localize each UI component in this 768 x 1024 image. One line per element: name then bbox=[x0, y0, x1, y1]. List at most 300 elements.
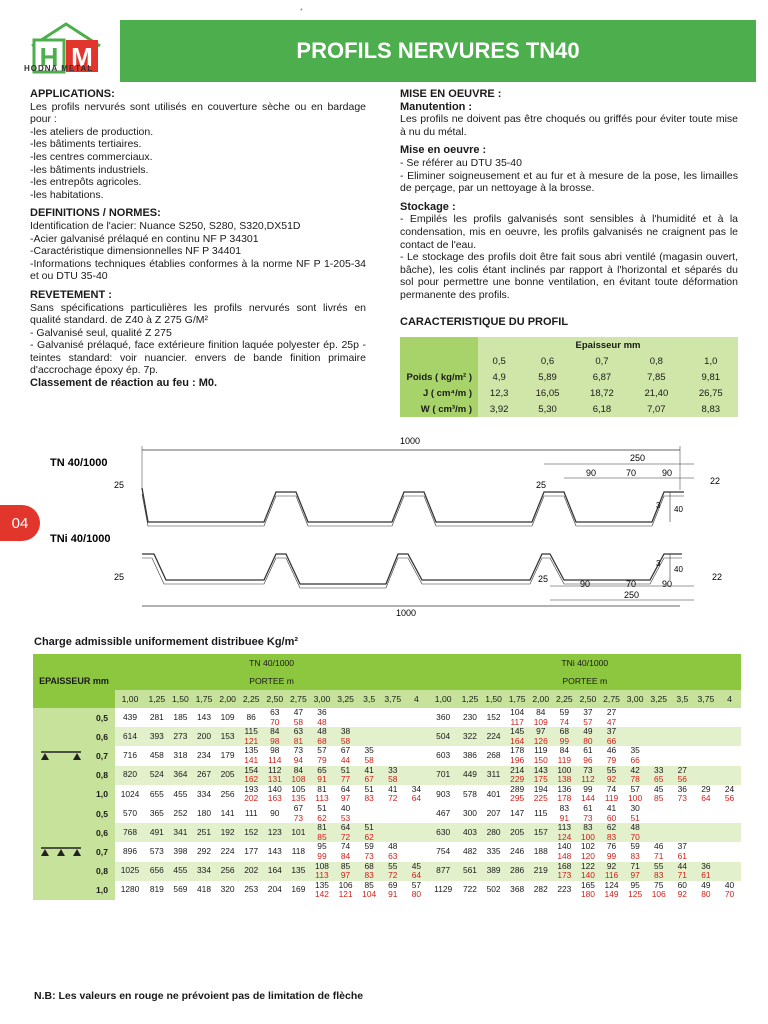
tni-span-header: PORTEE m bbox=[428, 672, 741, 690]
load-value: 51 bbox=[317, 802, 327, 813]
load-cell bbox=[647, 842, 671, 861]
span-value: 4 bbox=[405, 690, 429, 708]
load-value: 224 bbox=[220, 846, 235, 857]
load-cell bbox=[405, 766, 429, 785]
load-value-no-deflection-limit: 99 bbox=[317, 850, 327, 861]
load-value: 491 bbox=[149, 826, 164, 837]
load-cell bbox=[310, 881, 334, 900]
load-value: 202 bbox=[244, 865, 259, 876]
load-value-no-deflection-limit: 96 bbox=[583, 754, 593, 765]
load-cell bbox=[553, 862, 577, 881]
load-value: 46 bbox=[654, 841, 664, 852]
load-value: 73 bbox=[583, 764, 593, 775]
thickness-value: 0,8 bbox=[649, 355, 663, 367]
load-cell bbox=[458, 708, 482, 727]
dimension-label: 25 bbox=[538, 574, 549, 584]
load-cell bbox=[310, 804, 334, 823]
load-value: 398 bbox=[173, 846, 188, 857]
load-value: 754 bbox=[436, 846, 451, 857]
load-value: 41 bbox=[388, 783, 398, 794]
load-value-no-deflection-limit: 229 bbox=[510, 774, 525, 785]
load-value-no-deflection-limit: 94 bbox=[293, 754, 304, 765]
load-cell bbox=[718, 708, 742, 727]
load-cell bbox=[263, 862, 287, 881]
load-value-no-deflection-limit: 196 bbox=[510, 754, 525, 765]
load-value: 281 bbox=[149, 711, 164, 722]
load-value-no-deflection-limit: 85 bbox=[317, 831, 327, 842]
load-value-no-deflection-limit: 70 bbox=[724, 889, 735, 900]
load-cell bbox=[357, 823, 381, 842]
load-value-no-deflection-limit: 80 bbox=[411, 889, 422, 900]
load-value-no-deflection-limit: 108 bbox=[291, 774, 306, 785]
char-cell: 5,30 bbox=[538, 403, 557, 415]
dimension-label: 3 bbox=[656, 501, 661, 510]
load-value: 63 bbox=[270, 707, 280, 717]
load-cell bbox=[718, 766, 742, 785]
load-value-no-deflection-limit: 163 bbox=[267, 793, 282, 804]
span-value: 1,00 bbox=[428, 690, 458, 708]
span-value: 3,25 bbox=[334, 690, 358, 708]
load-value-no-deflection-limit: 73 bbox=[293, 812, 304, 823]
span-value: 3,75 bbox=[381, 690, 405, 708]
load-value-no-deflection-limit: 142 bbox=[314, 889, 329, 900]
load-value-no-deflection-limit: 68 bbox=[317, 735, 327, 746]
load-cell bbox=[115, 785, 145, 804]
load-cell bbox=[482, 842, 506, 861]
load-cell bbox=[310, 766, 334, 785]
load-value: 140 bbox=[267, 783, 282, 794]
load-cell bbox=[169, 766, 193, 785]
char-cell: 3,92 bbox=[489, 403, 509, 415]
load-value: 104 bbox=[510, 707, 525, 717]
load-cell bbox=[505, 842, 529, 861]
span-value: 2,00 bbox=[529, 690, 553, 708]
characteristics-title: CARACTERISTIQUE DU PROFIL bbox=[400, 316, 569, 328]
load-cell bbox=[239, 881, 263, 900]
load-cell bbox=[505, 766, 529, 785]
load-row bbox=[33, 785, 741, 804]
load-row bbox=[33, 766, 741, 785]
load-value-no-deflection-limit: 71 bbox=[677, 870, 687, 881]
load-value: 118 bbox=[291, 846, 306, 857]
load-value-no-deflection-limit: 58 bbox=[364, 754, 374, 765]
load-cell bbox=[192, 766, 216, 785]
manutention-title: Manutention : bbox=[400, 100, 473, 113]
tn-profile-line bbox=[142, 488, 684, 522]
load-cell bbox=[334, 708, 358, 727]
dimension-label: 25 bbox=[114, 572, 125, 582]
load-value: 51 bbox=[364, 822, 374, 833]
char-cell: 9,81 bbox=[701, 371, 721, 383]
span-value: 1,75 bbox=[505, 690, 529, 708]
load-value-no-deflection-limit: 149 bbox=[604, 889, 619, 900]
load-value: 68 bbox=[364, 860, 374, 871]
page-number: 04 bbox=[0, 505, 40, 541]
load-cell bbox=[192, 785, 216, 804]
load-cell bbox=[239, 823, 263, 842]
load-cell bbox=[169, 708, 193, 727]
load-value-no-deflection-limit: 83 bbox=[364, 870, 374, 881]
load-cell bbox=[192, 727, 216, 746]
load-value: 147 bbox=[510, 807, 525, 818]
load-cell bbox=[505, 881, 529, 900]
load-value: 200 bbox=[197, 730, 211, 741]
load-value-no-deflection-limit: 83 bbox=[606, 831, 617, 842]
load-value-no-deflection-limit: 180 bbox=[580, 889, 595, 900]
load-value: 135 bbox=[314, 879, 329, 890]
load-cell bbox=[553, 842, 577, 861]
load-value-no-deflection-limit: 56 bbox=[677, 774, 687, 785]
load-value: 246 bbox=[510, 846, 525, 857]
load-cell bbox=[671, 804, 695, 823]
load-value: 179 bbox=[220, 750, 235, 761]
load-value: 102 bbox=[580, 841, 595, 852]
load-cell bbox=[310, 727, 334, 746]
load-value-no-deflection-limit: 98 bbox=[270, 735, 280, 746]
load-value: 37 bbox=[606, 726, 617, 737]
load-cell bbox=[216, 842, 240, 861]
load-value: 115 bbox=[244, 726, 258, 737]
dimension-label: 70 bbox=[626, 579, 637, 589]
load-cell bbox=[576, 785, 600, 804]
span-value: 1,50 bbox=[169, 690, 193, 708]
load-cell bbox=[239, 785, 263, 804]
load-value: 152 bbox=[244, 826, 259, 837]
load-value: 192 bbox=[220, 826, 235, 837]
load-value: 29 bbox=[701, 783, 711, 794]
load-cell bbox=[576, 727, 600, 746]
load-value-no-deflection-limit: 144 bbox=[580, 793, 595, 804]
load-value: 71 bbox=[630, 860, 640, 871]
load-cell bbox=[553, 823, 577, 842]
load-value: 253 bbox=[244, 884, 259, 895]
load-cell bbox=[239, 842, 263, 861]
load-value-no-deflection-limit: 225 bbox=[533, 793, 548, 804]
load-cell bbox=[263, 804, 287, 823]
load-value: 61 bbox=[583, 802, 593, 813]
stockage-title: Stockage : bbox=[400, 200, 456, 213]
load-row bbox=[33, 804, 741, 823]
load-value: 105 bbox=[291, 783, 306, 794]
load-value: 256 bbox=[220, 788, 235, 799]
tn-span-header: PORTEE m bbox=[115, 672, 428, 690]
load-cell bbox=[553, 785, 577, 804]
load-value: 46 bbox=[606, 745, 617, 756]
span-value: 4 bbox=[718, 690, 742, 708]
load-value-no-deflection-limit: 62 bbox=[364, 831, 374, 842]
thickness-label: 0,5 bbox=[89, 804, 115, 823]
char-cell: 7,07 bbox=[647, 403, 666, 415]
tn-label: TN 40/1000 bbox=[50, 457, 108, 469]
dimension-label: 1000 bbox=[399, 436, 421, 446]
char-cell: 18,72 bbox=[590, 387, 614, 399]
load-value: 154 bbox=[244, 764, 259, 775]
load-value-no-deflection-limit: 202 bbox=[244, 793, 259, 804]
dimension-label: 22 bbox=[712, 572, 723, 582]
load-cell bbox=[600, 727, 624, 746]
load-cell bbox=[428, 823, 458, 842]
load-cell bbox=[458, 842, 482, 861]
load-cell bbox=[263, 823, 287, 842]
load-value: 135 bbox=[244, 745, 259, 756]
load-row bbox=[33, 746, 741, 765]
applications-item: -les ateliers de production. bbox=[30, 125, 154, 138]
load-cell bbox=[623, 842, 647, 861]
load-value-no-deflection-limit: 57 bbox=[583, 716, 593, 727]
load-cell bbox=[310, 746, 334, 765]
load-value-no-deflection-limit: 126 bbox=[533, 735, 548, 746]
load-value: 458 bbox=[149, 750, 164, 761]
load-value: 81 bbox=[317, 822, 327, 833]
load-value: 36 bbox=[701, 860, 711, 871]
load-cell bbox=[381, 766, 405, 785]
svg-text:H: H bbox=[39, 42, 59, 72]
load-cell bbox=[671, 746, 695, 765]
load-cell bbox=[458, 881, 482, 900]
load-cell bbox=[600, 785, 624, 804]
load-value-no-deflection-limit: 78 bbox=[630, 774, 640, 785]
load-value-no-deflection-limit: 51 bbox=[630, 812, 640, 823]
load-value: 603 bbox=[436, 750, 451, 761]
thickness-label: 0,6 bbox=[89, 727, 115, 746]
load-cell bbox=[263, 842, 287, 861]
load-value: 109 bbox=[220, 711, 235, 722]
load-value: 63 bbox=[293, 726, 304, 737]
load-cell bbox=[458, 746, 482, 765]
load-value-no-deflection-limit: 113 bbox=[315, 793, 329, 804]
load-cell bbox=[553, 746, 577, 765]
load-value-no-deflection-limit: 60 bbox=[606, 812, 617, 823]
load-cell bbox=[671, 862, 695, 881]
load-cell bbox=[482, 862, 506, 881]
load-value-no-deflection-limit: 112 bbox=[581, 774, 595, 785]
load-cell bbox=[381, 746, 405, 765]
load-value: 57 bbox=[630, 783, 640, 794]
load-value-no-deflection-limit: 140 bbox=[580, 870, 595, 881]
load-value-no-deflection-limit: 67 bbox=[364, 774, 374, 785]
load-value: 300 bbox=[462, 807, 477, 818]
span-value: 1,75 bbox=[192, 690, 216, 708]
load-cell bbox=[145, 862, 169, 881]
load-cell bbox=[529, 862, 553, 881]
load-value-no-deflection-limit: 79 bbox=[606, 754, 617, 765]
applications-item: -les habitations. bbox=[30, 188, 104, 201]
load-cell bbox=[553, 804, 577, 823]
load-cell bbox=[357, 862, 381, 881]
load-value-no-deflection-limit: 83 bbox=[654, 870, 664, 881]
load-cell bbox=[505, 804, 529, 823]
tni-table-header: TNi 40/1000 bbox=[428, 654, 741, 672]
load-cell bbox=[334, 862, 358, 881]
load-cell bbox=[169, 746, 193, 765]
load-cell bbox=[357, 766, 381, 785]
char-cell: 26,75 bbox=[698, 387, 723, 399]
load-value-no-deflection-limit: 74 bbox=[559, 716, 569, 727]
load-cell bbox=[334, 766, 358, 785]
load-cell bbox=[405, 804, 429, 823]
load-value: 44 bbox=[677, 860, 687, 871]
load-cell bbox=[287, 862, 311, 881]
char-cell: 12,3 bbox=[489, 387, 509, 399]
load-cell bbox=[334, 746, 358, 765]
load-value: 74 bbox=[606, 783, 617, 794]
load-value-no-deflection-limit: 79 bbox=[317, 754, 327, 765]
span-value: 2,00 bbox=[216, 690, 240, 708]
load-cell bbox=[192, 842, 216, 861]
load-value: 194 bbox=[533, 783, 548, 794]
three-support-icon bbox=[33, 804, 89, 900]
load-cell bbox=[647, 823, 671, 842]
load-value-no-deflection-limit: 295 bbox=[510, 793, 525, 804]
load-cell bbox=[428, 842, 458, 861]
load-cell bbox=[623, 785, 647, 804]
load-cell bbox=[553, 766, 577, 785]
load-value-no-deflection-limit: 48 bbox=[317, 716, 327, 727]
load-value: 289 bbox=[510, 783, 525, 794]
load-cell bbox=[553, 708, 577, 727]
load-value: 86 bbox=[246, 711, 256, 722]
load-cell bbox=[576, 842, 600, 861]
load-cell bbox=[647, 766, 671, 785]
load-value: 152 bbox=[486, 711, 501, 722]
load-value: 403 bbox=[462, 826, 477, 837]
load-value-no-deflection-limit: 148 bbox=[557, 850, 572, 861]
load-cell bbox=[263, 785, 287, 804]
load-cell bbox=[405, 823, 429, 842]
load-cell bbox=[694, 785, 718, 804]
load-cell bbox=[529, 881, 553, 900]
load-cell bbox=[576, 766, 600, 785]
load-cell bbox=[287, 785, 311, 804]
load-value: 903 bbox=[436, 788, 451, 799]
load-value: 292 bbox=[197, 846, 211, 857]
load-value-no-deflection-limit: 70 bbox=[630, 831, 640, 842]
load-cell bbox=[694, 823, 718, 842]
load-value: 62 bbox=[606, 822, 617, 833]
load-value: 48 bbox=[388, 841, 398, 852]
dimension-label: 90 bbox=[662, 579, 673, 589]
load-cell bbox=[357, 708, 381, 727]
load-value: 90 bbox=[270, 807, 280, 818]
span-value: 3,5 bbox=[671, 690, 695, 708]
char-cell: 5,89 bbox=[538, 371, 557, 383]
load-value-no-deflection-limit: 71 bbox=[654, 850, 664, 861]
load-cell bbox=[334, 823, 358, 842]
load-row bbox=[33, 708, 741, 727]
load-value: 64 bbox=[340, 783, 351, 794]
char-cell: 6,18 bbox=[592, 403, 612, 415]
load-value: 365 bbox=[149, 807, 164, 818]
load-value: 282 bbox=[533, 884, 548, 895]
load-cell bbox=[718, 727, 742, 746]
applications-title: APPLICATIONS: bbox=[30, 88, 115, 100]
thickness-value: 1,0 bbox=[704, 355, 718, 367]
load-value: 111 bbox=[244, 807, 258, 818]
load-value: 113 bbox=[557, 822, 572, 833]
dimension-label: 250 bbox=[624, 590, 640, 600]
load-value: 180 bbox=[197, 807, 211, 818]
load-value: 318 bbox=[173, 750, 188, 761]
load-value: 67 bbox=[293, 802, 304, 813]
load-value-no-deflection-limit: 72 bbox=[388, 870, 398, 881]
char-row-label: J ( cm⁴/m ) bbox=[400, 385, 478, 401]
load-cell bbox=[239, 727, 263, 746]
load-cell bbox=[718, 842, 742, 861]
load-value: 252 bbox=[173, 807, 188, 818]
load-value: 165 bbox=[580, 879, 595, 890]
load-cell bbox=[647, 862, 671, 881]
load-value: 100 bbox=[557, 764, 572, 775]
load-cell bbox=[671, 881, 695, 900]
load-cell bbox=[310, 823, 334, 842]
load-value-no-deflection-limit: 66 bbox=[606, 735, 617, 746]
load-cell bbox=[600, 842, 624, 861]
load-cell bbox=[334, 727, 358, 746]
load-cell bbox=[623, 766, 647, 785]
load-value: 164 bbox=[267, 865, 282, 876]
load-value-no-deflection-limit: 47 bbox=[606, 716, 617, 727]
load-cell bbox=[647, 881, 671, 900]
load-value: 119 bbox=[534, 745, 548, 756]
applications-item: -les bâtiments industriels. bbox=[30, 163, 149, 176]
load-cell bbox=[239, 746, 263, 765]
load-value: 27 bbox=[606, 707, 617, 717]
load-value: 143 bbox=[267, 846, 282, 857]
load-value: 214 bbox=[510, 764, 525, 775]
load-value: 280 bbox=[486, 826, 501, 837]
load-cell bbox=[458, 823, 482, 842]
load-value-no-deflection-limit: 92 bbox=[677, 889, 687, 900]
load-value: 335 bbox=[486, 846, 501, 857]
load-cell bbox=[600, 823, 624, 842]
load-cell bbox=[428, 708, 458, 727]
load-value: 47 bbox=[293, 707, 304, 717]
load-cell bbox=[192, 823, 216, 842]
load-cell bbox=[718, 785, 742, 804]
load-cell bbox=[482, 746, 506, 765]
load-cell bbox=[671, 785, 695, 804]
load-value-no-deflection-limit: 66 bbox=[630, 754, 640, 765]
load-cell bbox=[145, 785, 169, 804]
load-cell bbox=[216, 708, 240, 727]
load-value: 35 bbox=[630, 745, 640, 756]
tni-profile-line bbox=[142, 554, 682, 584]
load-cell bbox=[505, 785, 529, 804]
char-cell: 6,87 bbox=[592, 371, 612, 383]
load-cell bbox=[600, 804, 624, 823]
load-value: 65 bbox=[317, 764, 327, 775]
load-value: 655 bbox=[149, 788, 164, 799]
load-value: 204 bbox=[267, 884, 282, 895]
load-value: 504 bbox=[436, 730, 451, 741]
load-value: 722 bbox=[462, 884, 477, 895]
span-value: 1,25 bbox=[145, 690, 169, 708]
load-cell bbox=[169, 881, 193, 900]
load-value: 55 bbox=[388, 860, 398, 871]
load-value: 30 bbox=[630, 802, 640, 813]
tni-label: TNi 40/1000 bbox=[50, 533, 111, 545]
load-value-no-deflection-limit: 150 bbox=[533, 754, 548, 765]
load-value: 482 bbox=[462, 846, 477, 857]
load-value: 267 bbox=[197, 769, 211, 780]
span-value: 2,75 bbox=[287, 690, 311, 708]
load-value: 234 bbox=[197, 750, 211, 761]
load-value: 153 bbox=[220, 730, 235, 741]
load-cell bbox=[529, 727, 553, 746]
load-value-no-deflection-limit: 99 bbox=[559, 735, 569, 746]
load-value-no-deflection-limit: 91 bbox=[559, 812, 569, 823]
load-value-no-deflection-limit: 58 bbox=[388, 774, 398, 785]
